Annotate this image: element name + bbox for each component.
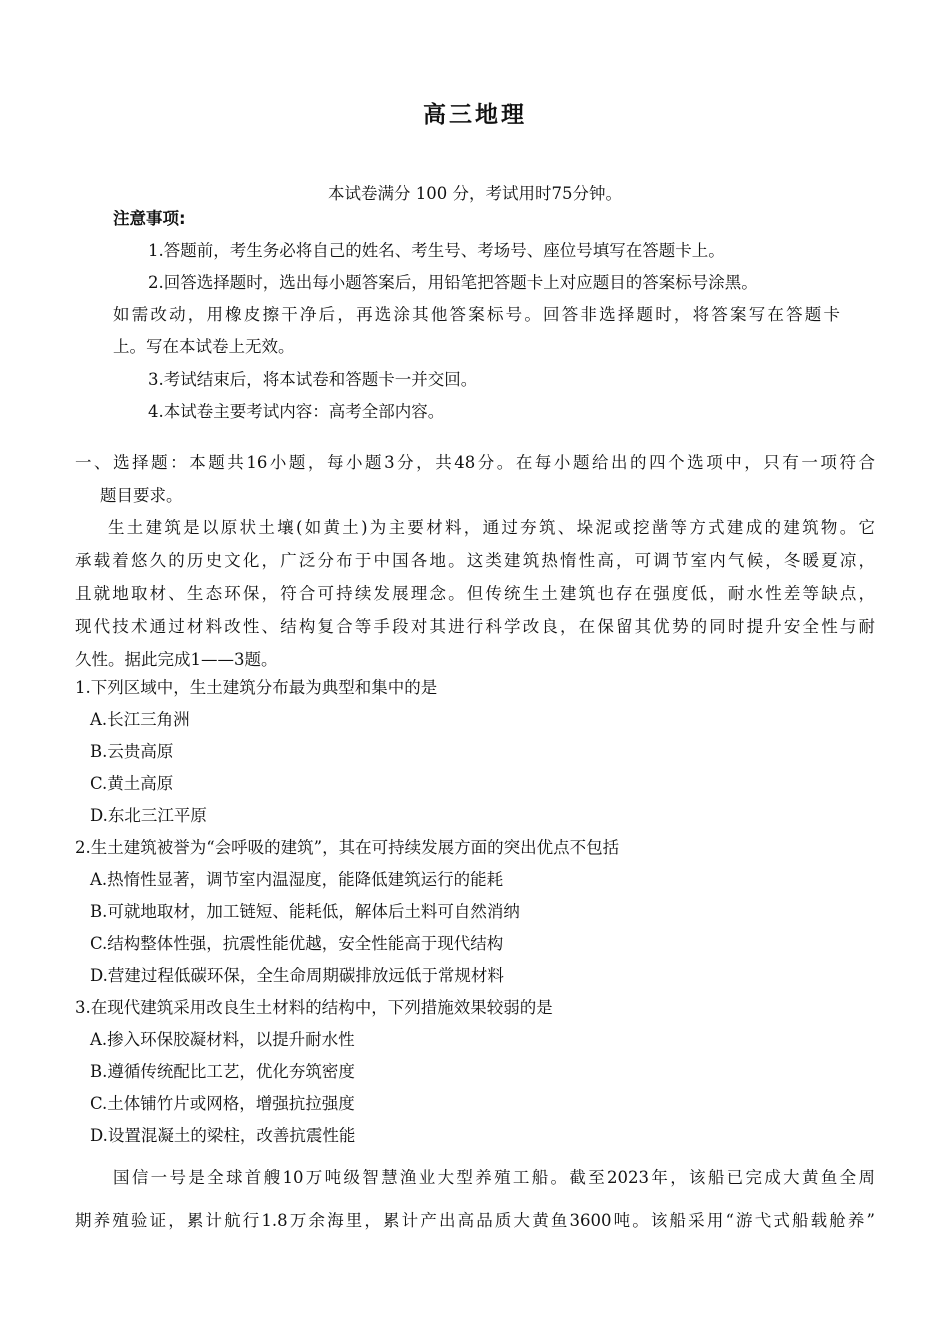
note-item-2-cont: 如需改动，用橡皮擦干净后，再选涂其他答案标号。回答非选择题时，将答案写在答题卡 [113, 305, 840, 324]
notes-heading: 注意事项: [113, 209, 186, 228]
question-stem: 3.在现代建筑采用改良生土材料的结构中，下列措施效果较弱的是 [75, 998, 553, 1017]
passage1-line: 久性。据此完成1——3题。 [75, 650, 278, 669]
question-stem: 1.下列区域中，生土建筑分布最为典型和集中的是 [75, 678, 438, 697]
question-option: D.东北三江平原 [90, 806, 207, 825]
question-option: B.云贵高原 [90, 742, 174, 761]
question-option: D.设置混凝土的梁柱，改善抗震性能 [90, 1126, 356, 1145]
note-item-2: 2.回答选择题时，选出每小题答案后，用铅笔把答题卡上对应题目的答案标号涂黑。 [148, 273, 758, 292]
question-option: C.结构整体性强，抗震性能优越，安全性能高于现代结构 [90, 934, 504, 953]
passage1-line: 且就地取材、生态环保，符合可持续发展理念。但传统生土建筑也存在强度低，耐水性差等缺点， [75, 584, 875, 603]
question-option: B.遵循传统配比工艺，优化夯筑密度 [90, 1062, 355, 1081]
question-option: C.黄土高原 [90, 774, 174, 793]
passage1-line: 承载着悠久的历史文化，广泛分布于中国各地。这类建筑热惰性高，可调节室内气候，冬暖夏凉， [75, 551, 875, 570]
question-option: A.长江三角洲 [90, 710, 190, 729]
section-heading: 一、选择题：本题共16小题，每小题3分，共48分。在每小题给出的四个选项中，只有一项符合 [75, 453, 875, 472]
page-title: 高三地理 [423, 102, 527, 128]
passage1-line: 现代技术通过材料改性、结构复合等手段对其进行科学改良，在保留其优势的同时提升安全性与耐 [75, 617, 875, 636]
passage2-line: 国信一号是全球首艘10万吨级智慧渔业大型养殖工船。截至2023年，该船已完成大黄鱼全周 [113, 1168, 875, 1187]
question-option: A.掺入环保胶凝材料，以提升耐水性 [90, 1030, 355, 1049]
section-heading-cont: 题目要求。 [100, 486, 183, 505]
note-item-4: 4.本试卷主要考试内容：高考全部内容。 [148, 402, 445, 421]
question-option: A.热惰性显著，调节室内温湿度，能降低建筑运行的能耗 [90, 870, 504, 889]
question-option: D.营建过程低碳环保，全生命周期碳排放远低于常规材料 [90, 966, 504, 985]
passage1-line: 生土建筑是以原状土壤(如黄土)为主要材料，通过夯筑、垛泥或挖凿等方式建成的建筑物。它 [108, 518, 875, 537]
passage2-line: 期养殖验证，累计航行1.8万余海里，累计产出高品质大黄鱼3600吨。该船采用“游弋式船载舱养” [75, 1211, 875, 1230]
question-option: B.可就地取材，加工链短、能耗低，解体后土料可自然消纳 [90, 902, 520, 921]
note-item-3: 3.考试结束后，将本试卷和答题卡一并交回。 [148, 370, 478, 389]
exam-info: 本试卷满分 100 分，考试用时75分钟。 [328, 184, 622, 203]
note-item-1: 1.答题前，考生务必将自己的姓名、考生号、考场号、座位号填写在答题卡上。 [148, 241, 725, 260]
question-stem: 2.生土建筑被誉为“会呼吸的建筑”，其在可持续发展方面的突出优点不包括 [75, 838, 620, 857]
note-item-2-end: 上。写在本试卷上无效。 [113, 337, 295, 356]
question-option: C.土体铺竹片或网格，增强抗拉强度 [90, 1094, 355, 1113]
